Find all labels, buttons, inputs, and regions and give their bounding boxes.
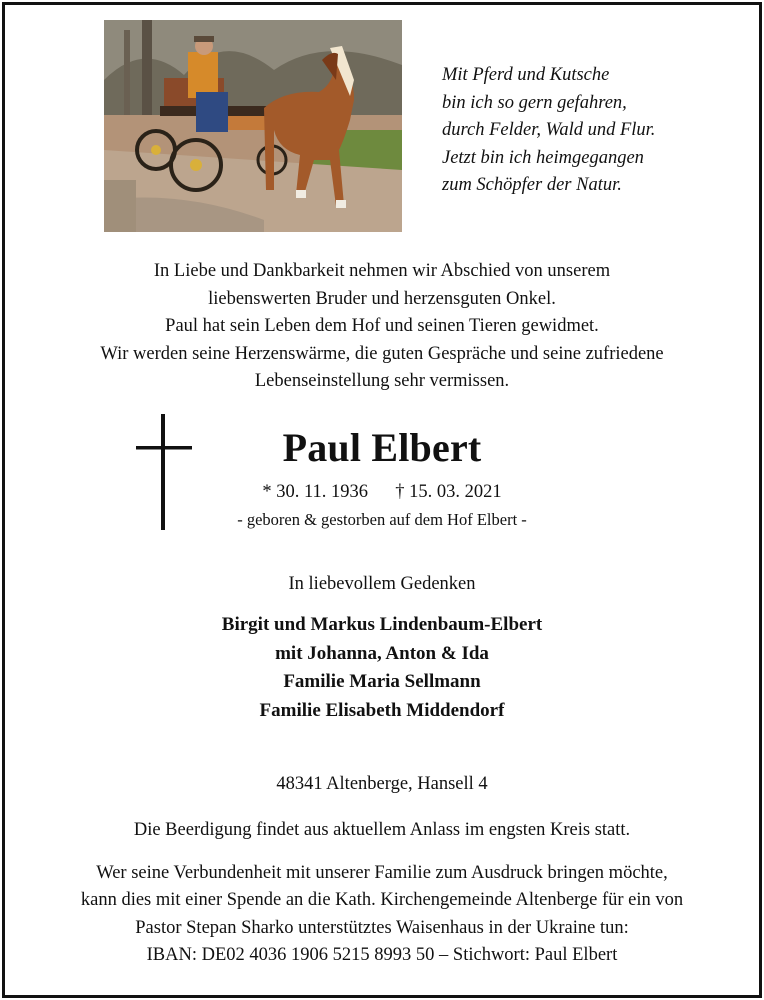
poem-line: bin ich so gern gefahren, (442, 92, 627, 113)
intro-line: Paul hat sein Leben dem Hof und seinen Tieren gewidmet. (165, 316, 599, 337)
horse-carriage-photo (104, 20, 402, 232)
place-note: - geboren & gestorben auf dem Hof Elbert - (237, 510, 527, 529)
address: 48341 Altenberge, Hansell 4 (276, 774, 488, 794)
donation-line: Wer seine Verbundenheit mit unserer Familie zum Ausdruck bringen möchte, (96, 863, 668, 883)
family-line: Birgit und Markus Lindenbaum-Elbert (221, 614, 543, 635)
donation-line: Pastor Stepan Sharko unterstütztes Waisenhaus in der Ukraine tun: (135, 917, 629, 938)
family-line: Familie Elisabeth Middendorf (259, 699, 505, 721)
donation-line: IBAN: DE02 4036 1906 5215 8993 50 – Stichwort: Paul Elbert (146, 944, 618, 965)
donation-text (5, 860, 759, 969)
intro-line: Lebenseinstellung sehr vermissen. (254, 371, 510, 392)
donation-line: kann dies mit einer Spende an die Kath. Kirchengemeinde Altenberge für ein von (80, 890, 684, 911)
birth-date: * 30. 11. 1936 (262, 482, 369, 502)
poem-line: zum Schöpfer der Natur. (442, 175, 622, 195)
poem-line: Jetzt bin ich heimgegangen (442, 147, 644, 168)
family-line: Familie Maria Sellmann (283, 671, 481, 692)
intro-line: Wir werden seine Herzenswärme, die guten Gespräche und seine zufriedene (100, 343, 664, 364)
family-line: mit Johanna, Anton & Ida (275, 642, 489, 664)
intro-line: In Liebe und Dankbarkeit nehmen wir Abschied von unserem (153, 261, 611, 281)
death-date: † 15. 03. 2021 (395, 482, 502, 502)
life-dates (5, 482, 759, 503)
poem-line: durch Felder, Wald und Flur. (442, 120, 656, 140)
poem-line: Mit Pferd und Kutsche (442, 65, 610, 85)
intro-line: liebenswerten Bruder und herzensguten Onkel. (208, 288, 556, 309)
memory-line: In liebevollem Gedenken (288, 574, 476, 594)
family-list (5, 611, 759, 725)
poem (442, 62, 742, 200)
intro-text (5, 258, 759, 396)
funeral-note: Die Beerdigung findet aus aktuellem Anlass im engsten Kreis statt. (133, 820, 631, 840)
deceased-name: Paul Elbert (282, 425, 482, 470)
